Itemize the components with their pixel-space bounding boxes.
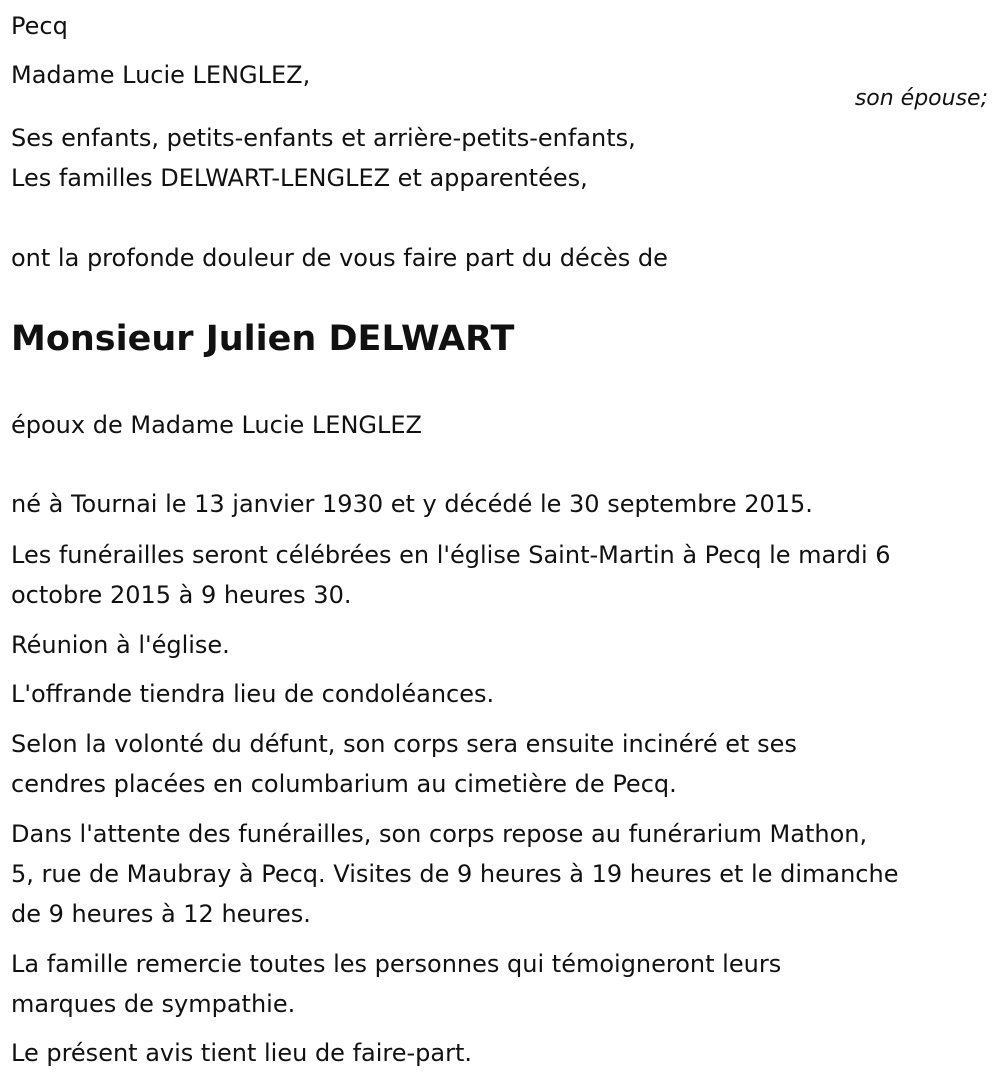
family-related-text: Les familles DELWART-LENGLEZ et apparentées, [11, 164, 588, 192]
cremation-text-line-2: cendres placées en columbarium au cimetière de Pecq. [11, 770, 677, 798]
thanks-text-line-2: marques de sympathie. [11, 990, 296, 1018]
spouse-of-text: époux de Madame Lucie LENGLEZ [11, 411, 422, 439]
closing-text: Le présent avis tient lieu de faire-part. [11, 1039, 473, 1067]
rest-text-line-1: Dans l'attente des funérailles, son corps repose au funérarium Mathon, [11, 820, 868, 848]
rest-text-line-2: 5, rue de Maubray à Pecq. Visites de 9 heures à 19 heures et le dimanche [11, 860, 899, 888]
spouse-name-text: Madame Lucie LENGLEZ, [11, 61, 311, 89]
spouse-role-text: son épouse; [854, 86, 988, 111]
birth-death-text: né à Tournai le 13 janvier 1930 et y décédé le 30 septembre 2015. [11, 490, 813, 518]
cremation-text-line-1: Selon la volonté du défunt, son corps sera ensuite inciné​ré et ses [11, 730, 797, 758]
announcement-text: ont la profonde douleur de vous faire part du décès de [11, 244, 668, 272]
deceased-name-heading: Monsieur Julien DELWART [11, 319, 515, 359]
funeral-text-line-1: Les funérailles seront célébrées en l'église Saint-Martin à Pecq le mardi 6 [11, 541, 891, 569]
funeral-text-line-2: octobre 2015 à 9 heures 30. [11, 581, 352, 609]
family-children-text: Ses enfants, petits-enfants et arrière-petits-enfants, [11, 124, 636, 152]
location-text: Pecq [11, 12, 68, 40]
meeting-text: Réunion à l'église. [11, 631, 230, 659]
rest-text-line-3: de 9 heures à 12 heures. [11, 900, 311, 928]
offering-text: L'offrande tiendra lieu de condoléances. [11, 680, 495, 708]
thanks-text-line-1: La famille remercie toutes les personnes qui témoigneront leurs [11, 950, 782, 978]
